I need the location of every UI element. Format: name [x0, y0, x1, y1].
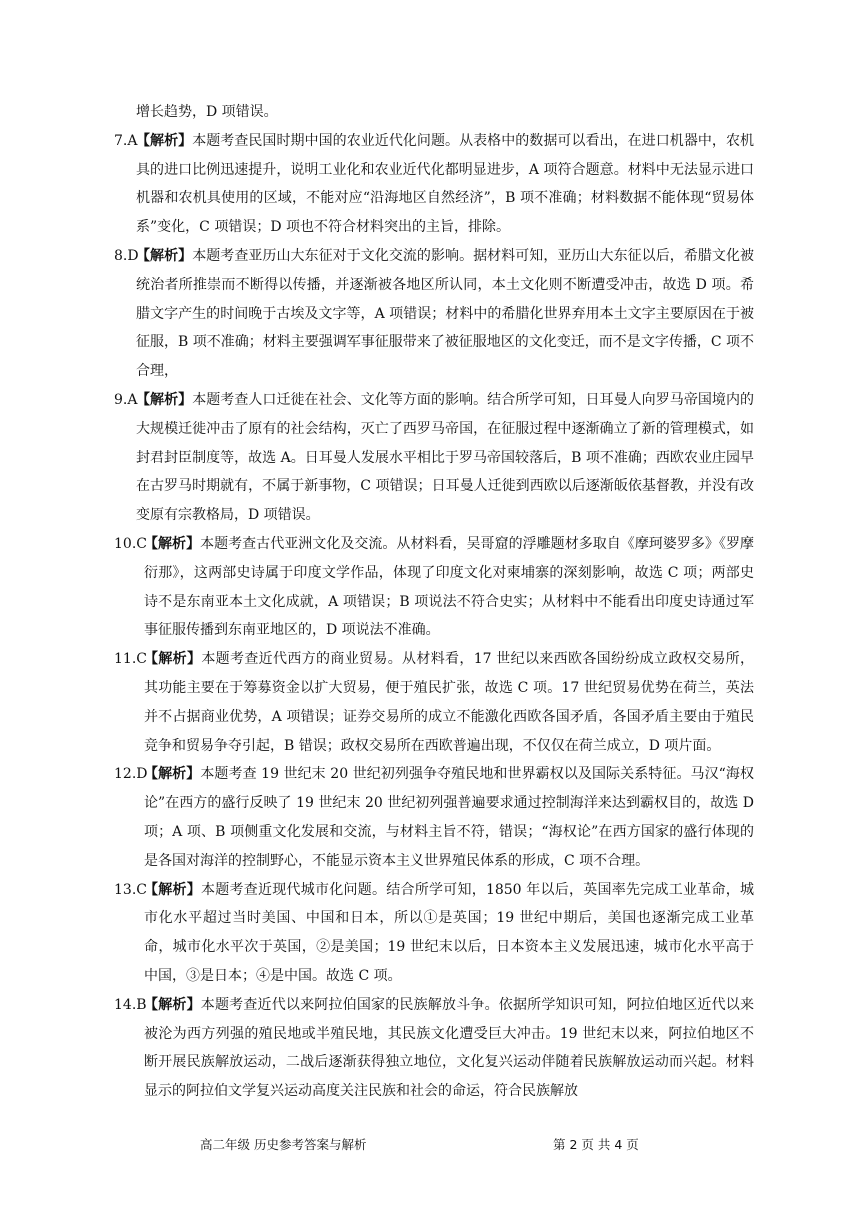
analysis-tag: 【解析】 — [144, 996, 201, 1013]
analysis-tag: 【解析】 — [144, 535, 201, 552]
analysis-tag: 【解析】 — [136, 247, 193, 264]
continued-paragraph: 增长趋势，D 项错误。 — [136, 104, 278, 120]
item-number: 13.C — [114, 881, 147, 898]
analysis-tag: 【解析】 — [136, 132, 193, 149]
item-number: 14.B — [114, 996, 147, 1013]
analysis-text: 本题考查近代西方的商业贸易。从材料看，17 世纪以来西欧各国纷纷成立政权交易所，其功能主要在于筹募资金以扩大贸易，便于殖民扩张，故选 C 项。17 世纪贸易优势在荷兰，英法并不占据商业优势，A 项错误；证券交易所的成立不能激化西欧各国矛盾，各国矛盾主要由于殖民竞争和贸易争夺引起，B 错误；政权交易所在西欧普遍出现，不仅仅在荷兰成立，D 项片面。 — [144, 651, 755, 754]
analysis-tag: 【解析】 — [144, 651, 202, 668]
answer-item-14 — [114, 991, 754, 1106]
item-number: 7.A — [114, 132, 138, 149]
answer-item-11 — [114, 645, 754, 760]
answer-content — [114, 98, 754, 1106]
answer-item-7 — [114, 127, 754, 242]
footer-title: 高二年级 历史参考答案与解析 — [200, 1137, 367, 1152]
analysis-text: 本题考查亚历山大东征对于文化交流的影响。据材料可知，亚历山大东征以后，希腊文化被统治者所推崇而不断得以传播，并逐渐被各地区所认同，本土文化则不断遭受冲击，故选 D 项。希腊文字产生的时间晚于古埃及文字等，A 项错误；材料中的希腊化世界弃用本土文字主要原因在于被征服，B 项不准确；材料主要强调军事征服带来了被征服地区的文化变迁，而不是文字传播，C 项不合理， — [136, 247, 754, 380]
analysis-text: 本题考查近现代城市化问题。结合所学可知，1850 年以后，英国率先完成工业革命，城市化水平超过当时美国、中国和日本，所以①是英国；19 世纪中期后，美国也逐渐完成工业革命，城市化水平次于英国，②是美国；19 世纪末以后，日本资本主义发展迅速，城市化水平高于中国，③是日本；④是中国。故选 C 项。 — [144, 881, 755, 984]
item-number: 9.A — [114, 391, 138, 408]
answer-item-13 — [114, 876, 754, 991]
answer-item-12 — [114, 760, 754, 875]
analysis-text: 本题考查人口迁徙在社会、文化等方面的影响。结合所学可知，日耳曼人向罗马帝国境内的大规模迁徙冲击了原有的社会结构，灭亡了西罗马帝国，在征服过程中逐渐确立了新的管理模式，如封君封臣制度等，故选 A。日耳曼人发展水平相比于罗马帝国较落后，B 项不准确；西欧农业庄园早在古罗马时期就有，不属于新事物，C 项错误；日耳曼人迁徙到西欧以后逐渐皈依基督教，并没有改变原有宗教格局，D 项错误。 — [136, 391, 754, 524]
footer-page-number: 第 2 页 共 4 页 — [553, 1137, 639, 1152]
analysis-text: 本题考查 19 世纪末 20 世纪初列强争夺殖民地和世界霸权以及国际关系特征。马汉“海权论”在西方的盛行反映了 19 世纪末 20 世纪初列强普遍要求通过控制海洋来达到霸权目的，故选 D 项；A 项、B 项侧重文化发展和交流，与材料主旨不符，错误；“海权论”在西方国家的盛行体现的是各国对海洋的控制野心，不能显示资本主义世界殖民体系的形成，C 项不合理。 — [144, 766, 755, 869]
answer-item-8 — [114, 242, 754, 386]
answer-item-9 — [114, 386, 754, 530]
analysis-tag: 【解析】 — [144, 881, 201, 898]
analysis-text: 本题考查古代亚洲文化及交流。从材料看，吴哥窟的浮雕题材多取自《摩珂婆罗多》《罗摩衍那》，这两部史诗属于印度文学作品，体现了印度文化对柬埔寨的深刻影响，故选 C 项；两部史诗不是东南亚本土文化成就，A 项错误；B 项说法不符合史实；从材料中不能看出印度史诗通过军事征服传播到东南亚地区的，D 项说法不准确。 — [144, 535, 754, 639]
analysis-tag: 【解析】 — [136, 391, 193, 408]
item-number: 8.D — [114, 247, 139, 264]
item-number: 10.C — [114, 535, 147, 552]
item-number: 12.D — [114, 766, 148, 783]
analysis-text: 本题考查近代以来阿拉伯国家的民族解放斗争。依据所学知识可知，阿拉伯地区近代以来被沦为西方列强的殖民地或半殖民地，其民族文化遭受巨大冲击。19 世纪末以来，阿拉伯地区不断开展民族解放运动，二战后逐渐获得独立地位，文化复兴运动伴随着民族解放运动而兴起。材料显示的阿拉伯文学复兴运动高度关注民族和社会的命运，符合民族解放 — [144, 996, 755, 1100]
analysis-tag: 【解析】 — [144, 766, 201, 783]
analysis-text: 本题考查民国时期中国的农业近代化问题。从表格中的数据可以看出，在进口机器中，农机具的进口比例迅速提升，说明工业化和农业近代化都明显进步，A 项符合题意。材料中无法显示进口机器和农机具使用的区域，不能对应“沿海地区自然经济”，B 项不准确；材料数据不能体现“贸易体系”变化，C 项错误；D 项也不符合材料突出的主旨，排除。 — [136, 132, 754, 236]
item-number: 11.C — [114, 651, 147, 668]
answer-item-10 — [114, 530, 754, 645]
